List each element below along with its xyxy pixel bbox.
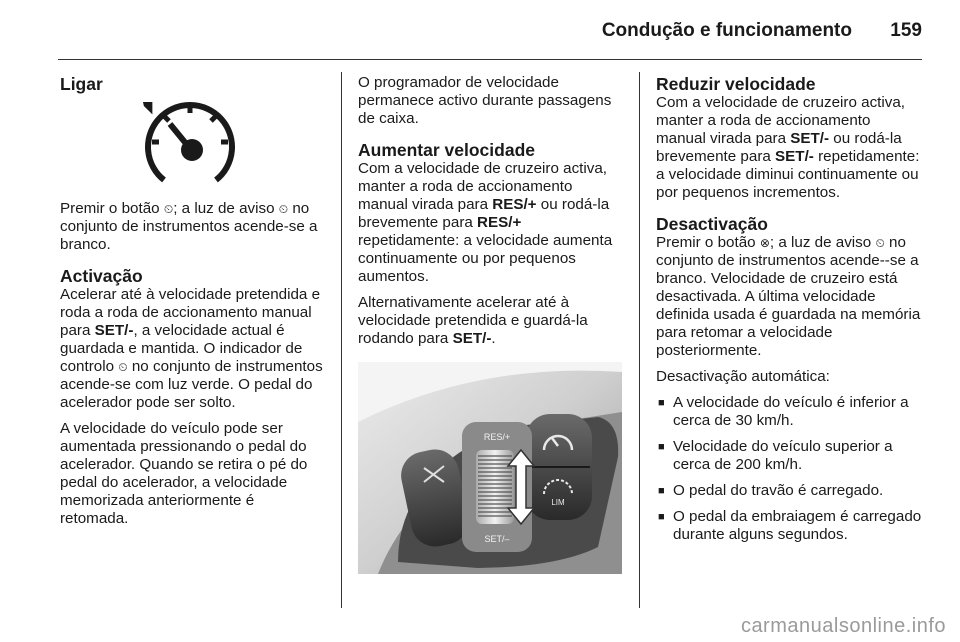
- header-rule: [58, 59, 922, 60]
- watermark: carmanualsonline.info: [740, 615, 946, 637]
- steering-wheel-controls-photo: [358, 362, 622, 574]
- auto-deactivation-list: [656, 394, 922, 544]
- bullet-icon: ■: [658, 397, 665, 409]
- set-label: SET/–: [484, 534, 510, 544]
- paragraph: Acelerar até à velocidade pretendida e roda a roda de accionamento manual para SET/-, a velocidade actual é guardada e mantida. O indicador de controlo ⏲ no conjunto de instrumentos acende-se com luz verde. O pedal do acelerador pode ser solto.: [60, 286, 323, 411]
- column-divider: [341, 72, 342, 608]
- paragraph: A velocidade do veículo pode ser aumentada pressionando o pedal do acelerador. Quando se retira o pé do pedal do acelerador, a velocidade memorizada anteriormente é retomada.: [60, 420, 308, 527]
- column-3: [656, 74, 922, 552]
- paragraph: O programador de velocidade permanece activo durante passagens de caixa.: [358, 74, 612, 127]
- heading-ligar: Ligar: [60, 74, 103, 94]
- cruise-icon: ⏲: [875, 236, 885, 250]
- cruise-control-gauge-icon: [142, 102, 238, 186]
- res-label: RES/+: [483, 432, 511, 442]
- page-header: [0, 0, 960, 62]
- bullet-icon: ■: [658, 441, 665, 453]
- paragraph: Alternativamente acelerar até à velocidade pretendida e guardá-la rodando para SET/-.: [358, 294, 588, 347]
- bullet-icon: ■: [658, 485, 665, 497]
- list-item: ■ O pedal da embraiagem é carregado durante alguns segundos.: [658, 508, 922, 543]
- heading-aumentar-velocidade: Aumentar velocidade: [358, 140, 535, 160]
- heading-reduzir-velocidade: Reduzir velocidade: [656, 74, 816, 94]
- lim-label: LIM: [551, 498, 565, 507]
- heading-desactivacao: Desactivação: [656, 214, 768, 234]
- column-divider: [639, 72, 640, 608]
- list-item: ■ O pedal do travão é carregado.: [658, 482, 884, 499]
- cruise-icon: ⏲: [163, 202, 174, 216]
- column-1: [60, 74, 326, 536]
- heading-activacao: Activação: [60, 266, 143, 286]
- list-item: ■ Velocidade do veículo superior a cerca de 200 km/h.: [658, 438, 893, 473]
- cruise-off-icon: ⊗: [759, 236, 770, 250]
- paragraph: Premir o botão ⏲; a luz de aviso ⏲ no conjunto de instrumentos acende-se a branco.: [60, 200, 318, 253]
- page-number: 159: [890, 20, 922, 41]
- bullet-icon: ■: [658, 511, 665, 523]
- cruise-icon: ⏲: [278, 202, 289, 216]
- paragraph: Premir o botão ⊗; a luz de aviso ⏲ no conjunto de instrumentos acende--se a branco. Velocidade de cruzeiro está desactivada. A última velocidade definida usada é guardada na memória para retomar a velocidade posteriormente.: [656, 234, 921, 359]
- cruise-icon: ⏲: [118, 360, 128, 374]
- paragraph: Com a velocidade de cruzeiro activa, manter a roda de accionamento manual virada para SET/- ou rodá-la brevemente para SET/- repetidamente: a velocidade diminui continuamente ou por pequenos incrementos.: [656, 94, 920, 201]
- paragraph: Com a velocidade de cruzeiro activa, manter a roda de accionamento manual virada para RES/+ ou rodá-la brevemente para RES/+ repetidamente: a velocidade aumenta continuamente ou por pequenos aumentos.: [358, 160, 613, 285]
- section-title: Condução e funcionamento: [601, 20, 852, 41]
- column-2: [358, 74, 624, 574]
- list-item: ■ A velocidade do veículo é inferior a cerca de 30 km/h.: [658, 394, 909, 429]
- paragraph: Desactivação automática:: [656, 368, 830, 385]
